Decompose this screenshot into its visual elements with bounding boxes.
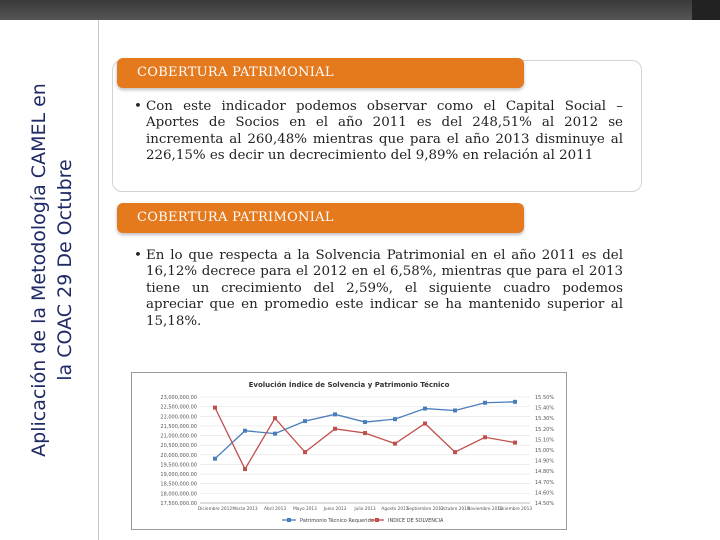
y-left-tick-label: 22,500,000.00 [160,404,197,411]
x-tick-label: Noviembre 2013 [467,507,503,512]
series-2-point [303,450,307,454]
y-left-tick-label: 19,000,000.00 [160,472,197,479]
x-tick-label: Septiembre 2013 [406,507,444,512]
section1-text: Con este indicador podemos observar como el Capital Social – Aportes de Socios en el año 2011 es del 248,51% al 2012 se incrementa al 260,48% mientras que para el año 2013 disminuye al 226,15% es decir un decrecimiento del 9,89% en relación al 2011 [146,99,623,164]
series-1-point [393,417,397,421]
y-left-tick-label: 22,000,000.00 [160,414,197,421]
legend-swatch-marker [287,518,291,522]
sidebar-divider [98,20,99,540]
x-tick-label: Julio 2013 [354,507,376,512]
series-1-point [243,429,247,433]
top-bar [0,0,720,20]
y-left-tick-label: 21,000,000.00 [160,433,197,440]
y-left-tick-label: 18,500,000.00 [160,481,197,488]
x-tick-label: Diciembre 2013 [497,507,533,512]
y-right-tick-label: 15.40% [535,405,555,412]
y-right-tick-label: 15.20% [535,426,555,433]
series-2-point [513,441,517,445]
chart-container [131,372,567,530]
x-tick-label: Marzo 2013 [232,507,258,512]
sidebar-title-line2: la COAC 29 De Octubre [54,159,76,381]
series-2-point [363,431,367,435]
x-tick-label: Abril 2013 [263,507,287,512]
chart-title: Evolución Índice de Solvencia y Patrimonio Técnico [248,381,450,389]
y-right-tick-label: 14.60% [535,490,555,497]
x-tick-label: Junio 2013 [323,507,347,512]
y-right-tick-label: 14.90% [535,458,555,465]
sidebar-title [26,10,78,530]
series-2-point [423,422,427,426]
y-right-tick-label: 15.00% [535,448,555,454]
series-1-point [483,401,487,405]
series-2-point [213,406,217,410]
y-left-tick-label: 20,000,000.00 [160,452,197,459]
legend-swatch-marker [375,518,379,522]
y-left-tick-label: 18,000,000.00 [160,491,197,498]
series-1-point [303,419,307,423]
y-right-tick-label: 15.10% [535,437,555,444]
series-2-point [483,435,487,439]
top-bar-corner [692,0,720,20]
series-1-point [333,412,337,416]
y-left-tick-label: 19,500,000.00 [160,462,197,469]
section1-bullet: • [134,99,142,114]
x-tick-label: Diciembre 2012 [197,507,233,512]
y-left-tick-label: 21,500,000.00 [160,423,197,430]
y-right-tick-label: 14.50% [535,501,555,507]
section2-header: COBERTURA PATRIMONIAL [117,203,524,233]
y-left-tick-label: 20,500,000.00 [160,443,197,450]
solvency-chart [132,373,566,529]
series-2-point [243,467,247,471]
series-1-point [363,420,367,424]
series-line-1 [215,402,515,459]
x-tick-label: Agosto 2013 [381,507,409,512]
series-1-point [273,432,277,436]
y-right-tick-label: 15.30% [535,416,555,423]
series-1-point [423,407,427,411]
series-1-point [513,400,517,404]
y-right-tick-label: 14.80% [535,469,555,476]
series-2-point [333,427,337,431]
series-1-point [453,408,457,412]
section1-text-block [134,99,623,165]
series-line-2 [215,408,515,469]
sidebar-title-line1: Aplicación de la Metodología CAMEL en [28,83,50,457]
section2-text: En lo que respecta a la Solvencia Patrimonial en el año 2011 es del 16,12% decrece para el 2012 en el 6,58%, mientras que para el 2013 tiene un crecimiento del 2,59%, el siguiente cuadro podemos apreciar que en promedio este indicar se ha mantenido superior al 15,18%. [146,248,623,329]
y-left-tick-label: 23,000,000.00 [160,395,197,401]
series-2-point [393,442,397,446]
y-right-tick-label: 15.50% [535,395,555,401]
x-tick-label: Mayo 2013 [293,507,317,512]
series-2-point [273,416,277,420]
section2-text-block [134,248,623,330]
series-2-point [453,450,457,454]
x-tick-label: Octubre 2013 [440,507,470,512]
series-1-point [213,457,217,461]
legend-label: INDICE DE SOLVENCIA [388,518,444,524]
section2-bullet: • [134,248,142,263]
y-left-tick-label: 17,500,000.00 [160,501,197,507]
legend-label: Patrimonio Técnico Requerido [300,518,374,524]
y-right-tick-label: 14.70% [535,479,555,486]
section1-header: COBERTURA PATRIMONIAL [117,58,524,88]
